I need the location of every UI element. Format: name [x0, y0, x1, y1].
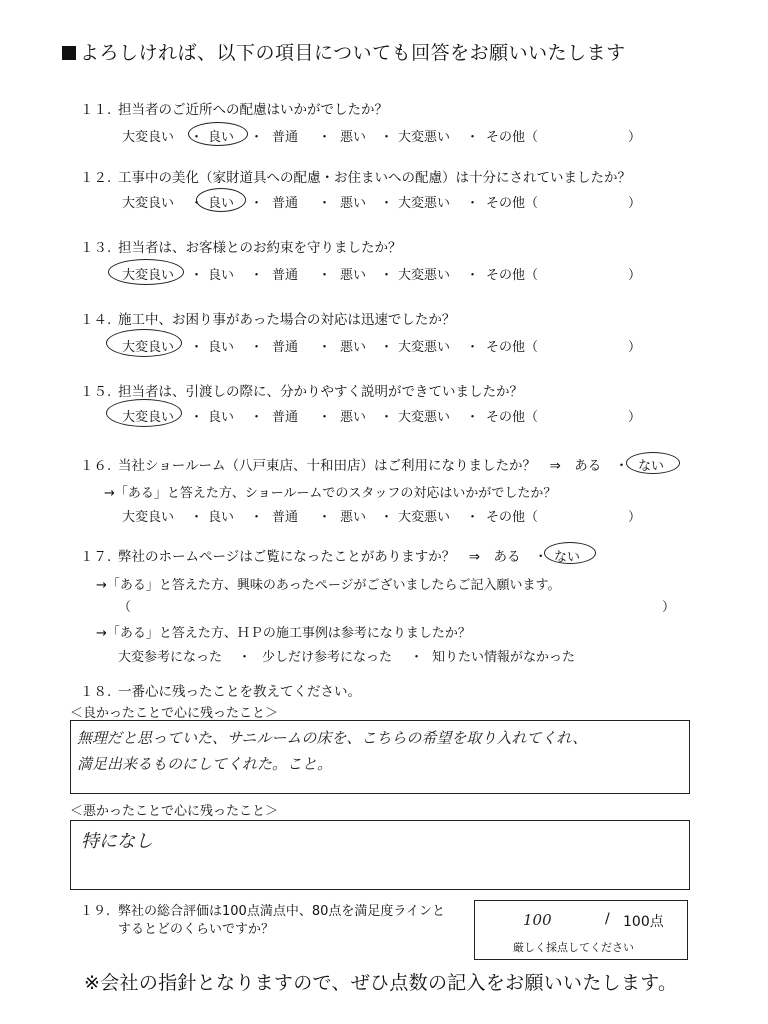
other-close-paren: ）: [628, 268, 642, 283]
option-other[interactable]: その他（: [486, 130, 539, 145]
question-12: [80, 166, 631, 186]
option-very-bad[interactable]: 大変悪い: [398, 510, 451, 525]
question-19: [80, 900, 445, 919]
separator: ・: [380, 410, 394, 425]
question-text: 工事中の美化（家財道具への配慮・お住まいへの配慮）は十分にされていましたか？: [118, 170, 631, 186]
option-bad[interactable]: 悪い: [340, 510, 367, 525]
question-text: 担当者のご近所への配慮はいかがでしたか？: [118, 102, 388, 118]
q16-subquestion: →「ある」と答えた方、ショールームでのスタッフの対応はいかがでしたか？: [104, 486, 557, 501]
bad-memory-box[interactable]: [70, 820, 690, 890]
score-value: 100: [523, 911, 552, 929]
option-bad[interactable]: 悪い: [340, 130, 367, 145]
selection-circle: [626, 452, 680, 474]
option-average[interactable]: 普通: [272, 130, 299, 145]
question-number: １８.: [80, 684, 112, 700]
separator: ・: [466, 340, 480, 355]
question-number: １４.: [80, 312, 112, 328]
separator: ・: [466, 196, 480, 211]
good-memory-line-1: 無理だと思っていた、サニルームの床を、こちらの希望を取り入れてくれ、: [77, 729, 588, 747]
option-very-bad[interactable]: 大変悪い: [398, 410, 451, 425]
option-good[interactable]: 良い: [208, 268, 235, 283]
separator: ・: [318, 130, 332, 145]
question-text: 担当者は、お客様とのお約束を守りましたか？: [118, 240, 402, 256]
separator: ・: [466, 410, 480, 425]
option-very-bad[interactable]: 大変悪い: [398, 340, 451, 355]
question-14: [80, 308, 455, 328]
separator: ・: [466, 130, 480, 145]
separator: ・: [190, 510, 204, 525]
option-bad[interactable]: 悪い: [340, 410, 367, 425]
separator: ・: [190, 410, 204, 425]
q17-close-paren: ）: [662, 600, 676, 615]
question-16: [80, 454, 628, 474]
q16-no-option[interactable]: ない: [638, 459, 665, 474]
option-very-good[interactable]: 大変良い: [122, 340, 175, 355]
separator: ・: [380, 510, 394, 525]
option-very-good[interactable]: 大変良い: [122, 130, 175, 145]
header-text: よろしければ、以下の項目についても回答をお願いいたします: [80, 42, 626, 64]
score-max: 100点: [623, 914, 664, 930]
options-q16: [0, 506, 768, 524]
question-13: [80, 236, 402, 256]
option-other[interactable]: その他（: [486, 510, 539, 525]
option-bad[interactable]: 悪い: [340, 196, 367, 211]
footer-note: ※会社の指針となりますので、ぜひ点数の記入をお願いいたします。: [84, 972, 678, 994]
selection-circle: [106, 399, 182, 427]
question-text: 担当者は、引渡しの際に、分かりやすく説明ができていましたか？: [118, 384, 523, 400]
separator: ・: [466, 268, 480, 283]
separator: ・: [318, 268, 332, 283]
q17-open-paren: （: [118, 600, 132, 615]
option-good[interactable]: 良い: [208, 410, 235, 425]
q17-subquestion-2: →「ある」と答えた方、ＨＰの施工事例は参考になりましたか？: [96, 626, 471, 641]
question-17: [80, 545, 548, 565]
choice-not-found[interactable]: 知りたい情報がなかった: [432, 650, 576, 665]
option-bad[interactable]: 悪い: [340, 268, 367, 283]
separator: ・: [250, 268, 264, 283]
selection-circle: [188, 122, 248, 146]
option-average[interactable]: 普通: [272, 196, 299, 211]
question-15: [80, 380, 523, 400]
good-memory-label: ＜良かったことで心に残ったこと＞: [70, 706, 279, 721]
option-good[interactable]: 良い: [208, 196, 235, 211]
option-very-bad[interactable]: 大変悪い: [398, 268, 451, 283]
option-other[interactable]: その他（: [486, 268, 539, 283]
option-very-bad[interactable]: 大変悪い: [398, 196, 451, 211]
option-average[interactable]: 普通: [272, 410, 299, 425]
separator: ・: [318, 340, 332, 355]
option-very-good[interactable]: 大変良い: [122, 196, 175, 211]
other-close-paren: ）: [628, 410, 642, 425]
separator: ・: [466, 510, 480, 525]
option-very-good[interactable]: 大変良い: [122, 410, 175, 425]
q17-no-option[interactable]: ない: [554, 550, 581, 565]
question-number: １９.: [80, 904, 111, 919]
other-close-paren: ）: [628, 340, 642, 355]
bad-memory-label: ＜悪かったことで心に残ったこと＞: [70, 804, 279, 819]
option-very-good[interactable]: 大変良い: [122, 268, 175, 283]
separator: ・: [250, 510, 264, 525]
option-good[interactable]: 良い: [208, 340, 235, 355]
question-number: １５.: [80, 384, 112, 400]
score-note: 厳しく採点してください: [513, 941, 634, 954]
separator: ・: [250, 130, 264, 145]
question-text-1: 弊社の総合評価は100点満点中、80点を満足度ラインと: [118, 904, 445, 919]
separator: ・: [318, 196, 332, 211]
option-average[interactable]: 普通: [272, 268, 299, 283]
separator: ・: [318, 410, 332, 425]
option-good[interactable]: 良い: [208, 130, 235, 145]
question-18: [80, 680, 361, 700]
question-text: 当社ショールーム（八戸東店、十和田店）はご利用になりましたか？ ⇒ ある ・: [118, 458, 629, 474]
separator: ・: [190, 196, 204, 211]
score-box[interactable]: [474, 900, 688, 960]
question-text: 弊社のホームページはご覧になったことがありますか？ ⇒ ある ・: [118, 549, 548, 565]
option-good[interactable]: 良い: [208, 510, 235, 525]
separator: ・: [238, 650, 252, 665]
option-bad[interactable]: 悪い: [340, 340, 367, 355]
separator: ・: [250, 410, 264, 425]
question-text: 一番心に残ったことを教えてください。: [118, 684, 361, 700]
question-text: 施工中、お困り事があった場合の対応は迅速でしたか？: [118, 312, 456, 328]
question-number: １２.: [80, 170, 112, 186]
page-header: [62, 38, 626, 65]
option-other[interactable]: その他（: [486, 410, 539, 425]
separator: ・: [380, 268, 394, 283]
separator: ・: [250, 196, 264, 211]
choice-somewhat-helpful[interactable]: 少しだけ参考になった: [262, 650, 393, 665]
question-number: １３.: [80, 240, 112, 256]
other-close-paren: ）: [628, 196, 642, 211]
selection-circle: [108, 259, 184, 285]
q17-choices: [0, 646, 768, 664]
options-q12: [0, 192, 768, 210]
question-19-line-2: するとどのくらいですか？: [118, 922, 275, 937]
separator: ・: [250, 340, 264, 355]
selection-circle: [106, 329, 182, 357]
option-other[interactable]: その他（: [486, 196, 539, 211]
other-close-paren: ）: [628, 130, 642, 145]
selection-circle: [544, 542, 596, 564]
question-number: １１.: [80, 102, 112, 118]
square-bullet-icon: [62, 46, 76, 60]
question-number: １６.: [80, 458, 112, 474]
option-very-bad[interactable]: 大変悪い: [398, 130, 451, 145]
q17-subquestion-1: →「ある」と答えた方、興味のあったページがございましたらご記入願います。: [96, 578, 561, 593]
options-q11: [0, 126, 768, 144]
separator: ・: [380, 130, 394, 145]
separator: ・: [380, 340, 394, 355]
other-close-paren: ）: [628, 510, 642, 525]
bad-memory-text: 特になし: [81, 831, 153, 852]
separator: ・: [410, 650, 424, 665]
choice-very-helpful[interactable]: 大変参考になった: [118, 650, 223, 665]
option-average[interactable]: 普通: [272, 340, 299, 355]
option-very-good[interactable]: 大変良い: [122, 510, 175, 525]
option-average[interactable]: 普通: [272, 510, 299, 525]
option-other[interactable]: その他（: [486, 340, 539, 355]
selection-circle: [196, 188, 246, 212]
separator: ・: [190, 340, 204, 355]
separator: ・: [190, 130, 204, 145]
good-memory-line-2: 満足出来るものにしてくれた。こと。: [77, 755, 333, 773]
question-11: [80, 98, 388, 118]
good-memory-box[interactable]: [70, 720, 690, 794]
score-slash: /: [605, 911, 610, 927]
separator: ・: [380, 196, 394, 211]
question-number: １７.: [80, 549, 112, 565]
separator: ・: [190, 268, 204, 283]
separator: ・: [318, 510, 332, 525]
